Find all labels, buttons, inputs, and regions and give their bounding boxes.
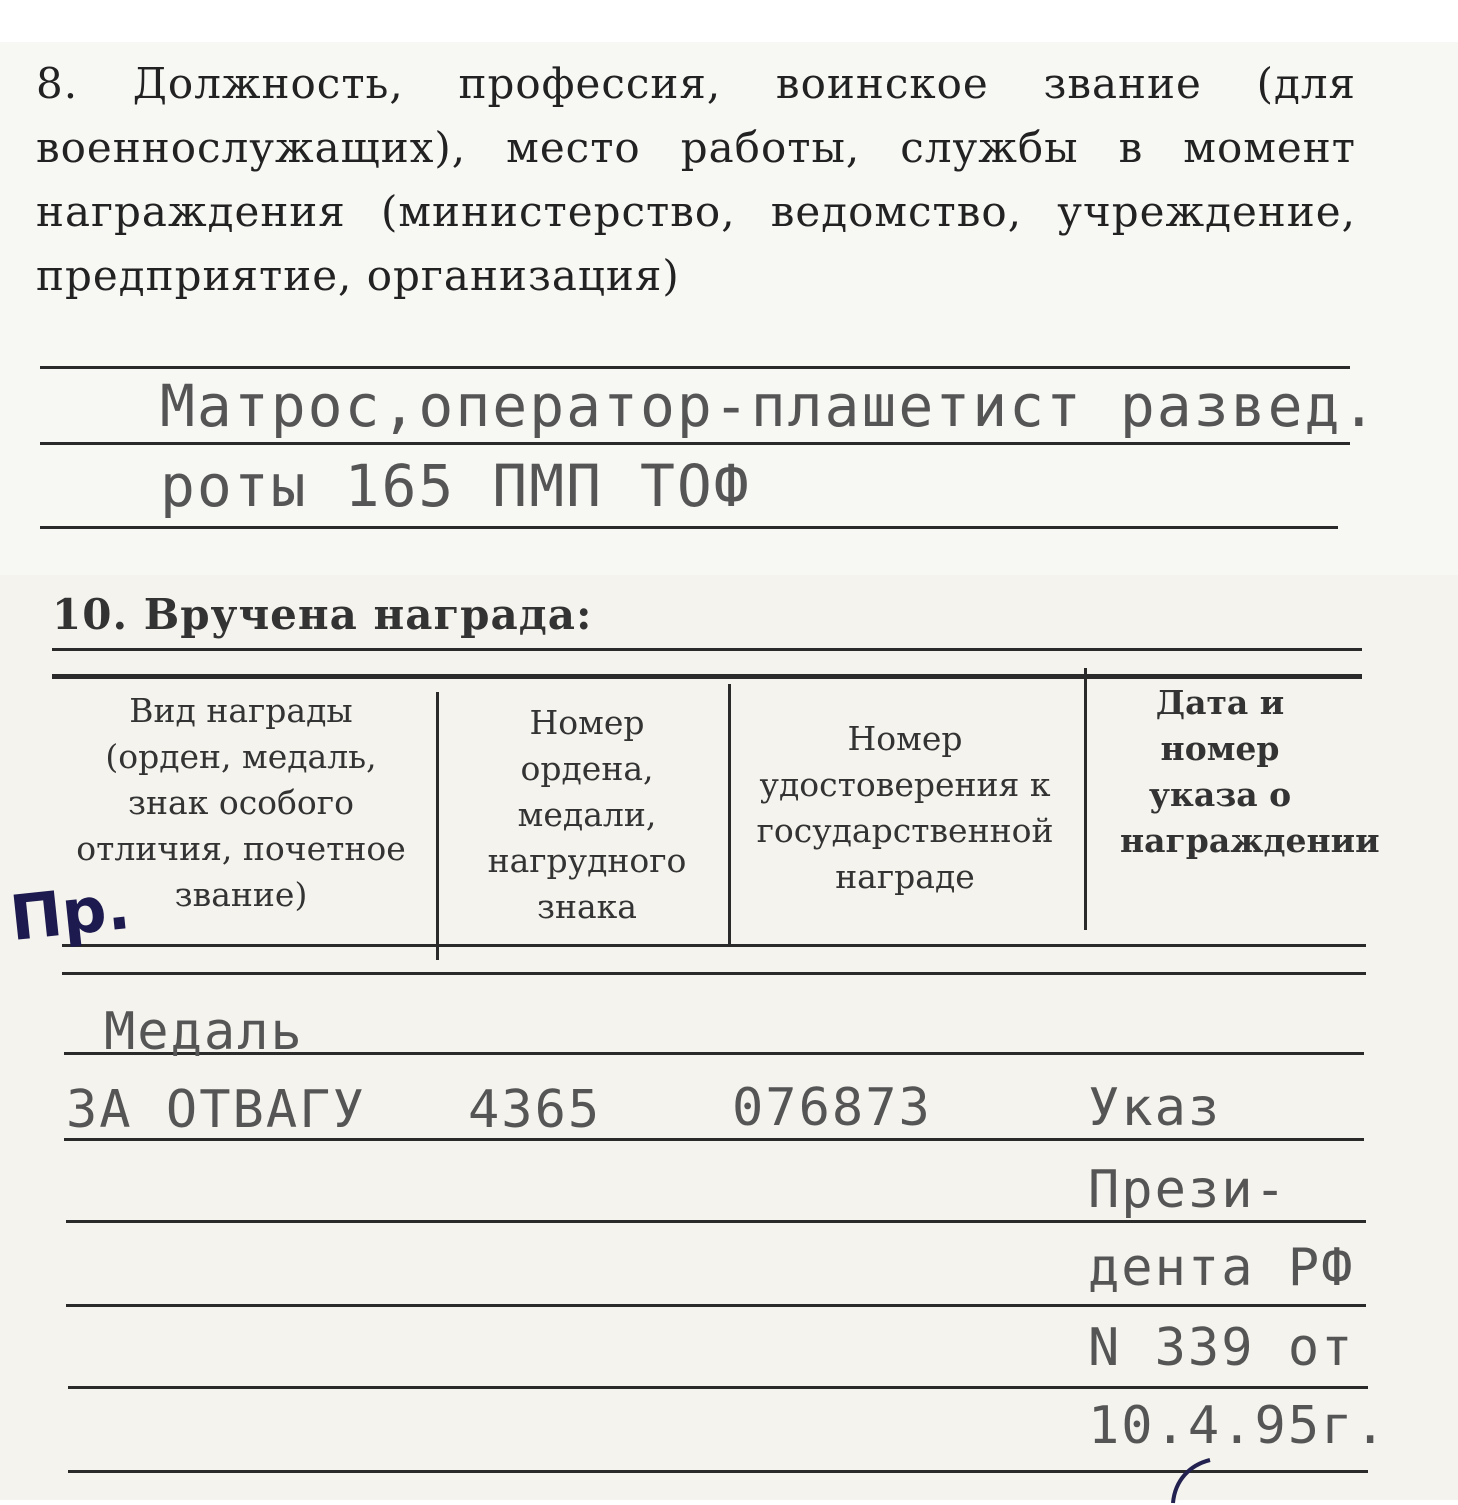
form-rule xyxy=(40,442,1350,445)
handwritten-mark: Пр. xyxy=(6,869,134,956)
typed-decree-line-4: N 339 от xyxy=(1088,1318,1355,1378)
typed-decree-line-1: Указ xyxy=(1088,1078,1222,1138)
section-8-heading: 8. Должность, профессия, воинское звание (для военнослужащих), место работы, службы в момент награждения (министерство, ведомство, учреждение, предприятие, организация) xyxy=(36,59,1356,300)
typed-position-line-1: Матрос,оператор-плашетист развед. xyxy=(160,372,1379,440)
table-top-rule xyxy=(52,674,1362,679)
table-top-rule xyxy=(52,648,1362,651)
typed-award-line-1: Медаль xyxy=(104,1002,304,1062)
column-divider xyxy=(1084,668,1087,930)
typed-decree-line-2: Прези- xyxy=(1088,1160,1288,1220)
entry-rule xyxy=(66,1220,1366,1223)
typed-decree-line-5: 10.4.95г. xyxy=(1088,1396,1388,1456)
column-divider xyxy=(728,684,731,946)
column-header-certificate-number: Номер удостоверения к государственной награде xyxy=(756,719,1054,896)
entry-rule xyxy=(66,1304,1366,1307)
table-header-rule xyxy=(62,972,1366,975)
column-header-award-number: Номер ордена, медали, нагрудного знака xyxy=(487,703,687,926)
typed-certificate-number: 076873 xyxy=(732,1078,932,1138)
column-divider xyxy=(436,692,439,960)
typed-award-line-2: ЗА ОТВАГУ xyxy=(66,1080,366,1140)
signature-stroke xyxy=(1155,1455,1215,1505)
typed-award-number: 4365 xyxy=(468,1080,602,1140)
typed-position-line-2: роты 165 ПМП ТОФ xyxy=(160,452,751,520)
typed-decree-line-3: дента РФ xyxy=(1088,1238,1355,1298)
section-10-heading: 10. Вручена награда: xyxy=(52,590,593,639)
column-header-decree: Дата и номер указа о награждении xyxy=(1120,683,1380,860)
form-rule xyxy=(40,526,1338,529)
table-header-rule xyxy=(62,944,1366,947)
column-header-award-type: Вид награды (орден, медаль, знак особого отличия, почетное звание) xyxy=(76,691,406,914)
form-rule xyxy=(40,366,1350,369)
entry-rule xyxy=(68,1386,1368,1389)
